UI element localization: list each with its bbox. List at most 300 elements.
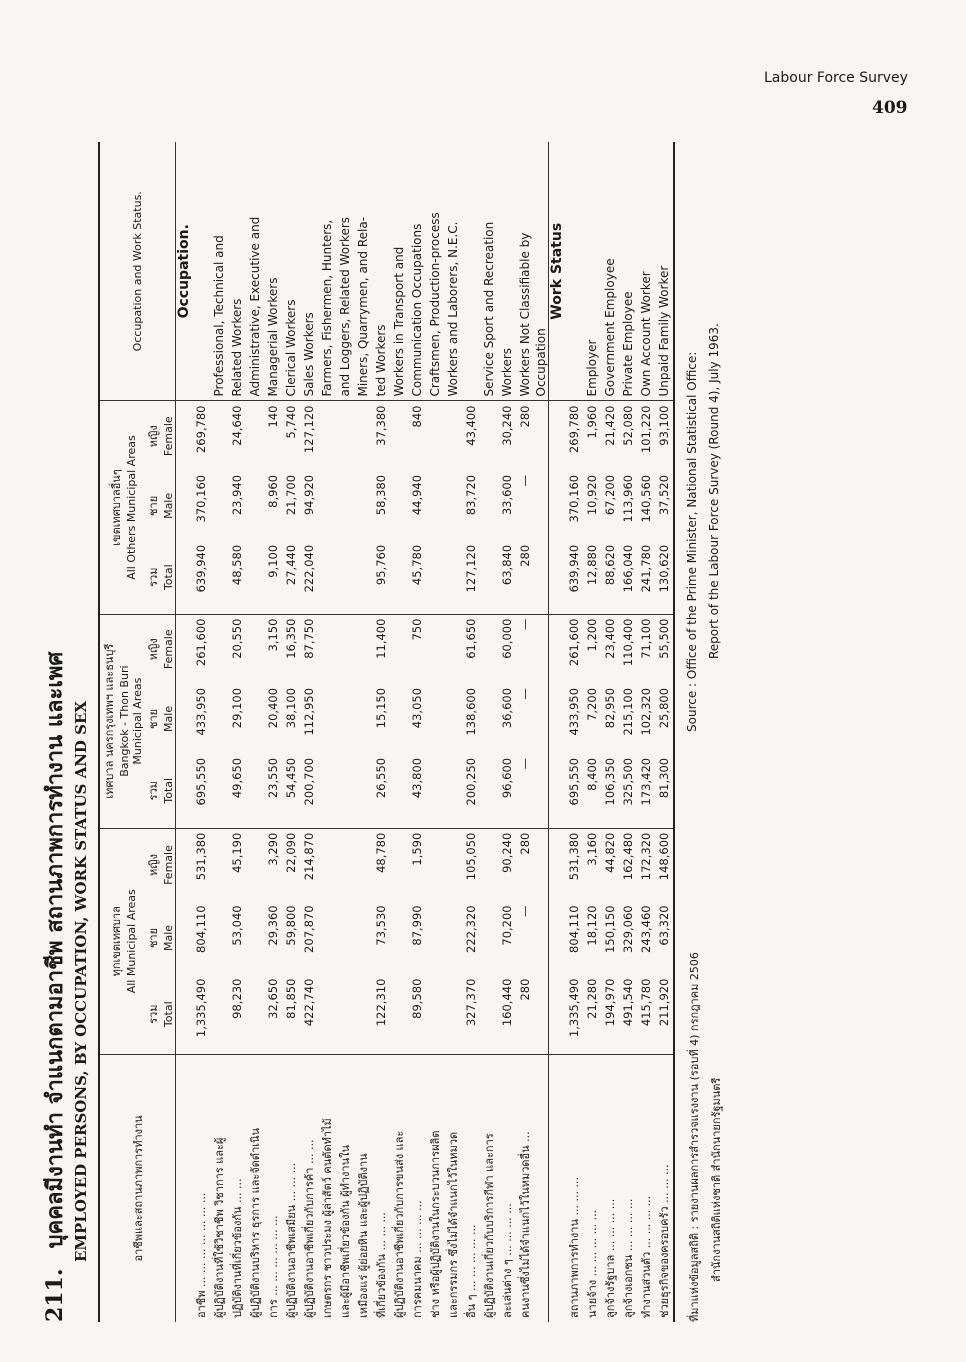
value-cell xyxy=(480,401,498,471)
row-label-english: Own Account Worker xyxy=(637,142,655,401)
row-label-thai: การคมนาคม ... ... ... ... xyxy=(411,1200,424,1318)
value-cell: 27,440 xyxy=(282,541,300,614)
value-cell xyxy=(246,828,264,901)
value-cell: 96,600 xyxy=(498,754,516,828)
value-cell: — xyxy=(518,618,532,631)
value-cell: 36,600 xyxy=(500,687,514,729)
table-row xyxy=(480,142,498,1322)
value-cell: 58,380 xyxy=(374,474,388,516)
value-cell: 695,550 xyxy=(565,754,583,828)
subheader-total-english: Total xyxy=(162,975,176,1055)
subheader-female-thai: หญิง xyxy=(147,854,160,877)
row-label-english: Workers and Laborers, N.E.C. xyxy=(444,142,462,401)
value-cell: 222,320 xyxy=(464,905,478,953)
row-label-english: Workers Not Classifiable by xyxy=(516,142,534,401)
row-label-thai: ช่วยธุรกิจของครอบครัว ... ... ... xyxy=(658,1164,671,1318)
subheader-male-thai: ชาย xyxy=(147,495,160,516)
value-cell: 24,640 xyxy=(230,405,244,446)
value-cell xyxy=(246,614,264,684)
value-cell xyxy=(426,754,444,828)
value-cell xyxy=(390,684,408,754)
table-row xyxy=(534,142,549,1322)
value-cell: 43,050 xyxy=(410,687,424,729)
value-cell: 45,190 xyxy=(230,832,244,873)
value-cell xyxy=(534,614,549,684)
value-cell xyxy=(444,401,462,471)
table-row xyxy=(228,142,246,1322)
value-cell: — xyxy=(516,754,534,828)
table-row xyxy=(336,142,354,1322)
value-cell: 25,800 xyxy=(657,687,671,729)
value-cell xyxy=(336,754,354,828)
value-cell: 140 xyxy=(266,405,280,428)
value-cell: 63,840 xyxy=(498,541,516,614)
table-row xyxy=(408,142,426,1322)
value-cell: 43,400 xyxy=(464,405,478,446)
value-cell: 21,420 xyxy=(603,405,617,446)
value-cell xyxy=(336,541,354,614)
page-number: 409 xyxy=(872,98,908,118)
value-cell: 21,700 xyxy=(284,474,298,516)
value-cell: 7,200 xyxy=(585,687,599,721)
empty-cell xyxy=(176,975,193,1055)
empty-cell xyxy=(549,901,566,974)
value-cell xyxy=(444,975,462,1055)
title-thai-text: บุคคลมีงานทำ จำแนกตามอาชีพ สถานภาพการทำงาน และเพศ xyxy=(42,651,68,1249)
value-cell: 280 xyxy=(516,541,534,614)
value-cell: 1,200 xyxy=(585,618,599,652)
value-cell xyxy=(318,401,336,471)
value-cell xyxy=(354,401,372,471)
stub-header-thai: อาชีพและสถานภาพการทำงาน xyxy=(131,1115,145,1262)
row-label-english: Workers xyxy=(498,142,516,401)
table-row xyxy=(516,142,534,1322)
value-cell: 150,150 xyxy=(603,905,617,953)
value-cell: 127,120 xyxy=(302,405,316,454)
row-label-english xyxy=(462,142,480,401)
value-cell: 280 xyxy=(518,405,532,428)
subheader-male-thai: ชาย xyxy=(147,708,160,729)
row-label-english: Service Sport and Recreation xyxy=(480,142,498,401)
table-row xyxy=(462,142,480,1322)
row-label-english xyxy=(192,142,210,401)
value-cell: 48,580 xyxy=(228,541,246,614)
row-label-english xyxy=(565,142,583,401)
value-cell xyxy=(444,901,462,974)
value-cell: 90,240 xyxy=(500,832,514,873)
value-cell: 48,780 xyxy=(374,832,388,873)
value-cell: 94,920 xyxy=(302,474,316,516)
value-cell: 81,300 xyxy=(655,754,674,828)
value-cell: 200,250 xyxy=(462,754,480,828)
table-number: 211. xyxy=(42,1268,68,1322)
value-cell: 15,150 xyxy=(374,687,388,729)
value-cell: 370,160 xyxy=(194,474,208,523)
value-cell xyxy=(246,901,264,974)
value-cell: 38,100 xyxy=(284,687,298,729)
value-cell xyxy=(336,614,354,684)
rotated-table-page xyxy=(40,132,890,1322)
value-cell: 30,240 xyxy=(500,405,514,446)
value-cell: 73,530 xyxy=(374,905,388,946)
value-cell xyxy=(354,684,372,754)
value-cell: 122,310 xyxy=(372,975,390,1055)
value-cell: 101,220 xyxy=(639,405,653,454)
value-cell xyxy=(210,684,228,754)
value-cell: 241,780 xyxy=(637,541,655,614)
value-cell: 105,050 xyxy=(464,832,478,881)
value-cell: 44,820 xyxy=(603,832,617,873)
value-cell: 23,400 xyxy=(603,618,617,659)
value-cell: 215,100 xyxy=(621,687,635,736)
value-cell xyxy=(390,975,408,1055)
value-cell xyxy=(426,684,444,754)
value-cell: 32,650 xyxy=(264,975,282,1055)
value-cell xyxy=(426,901,444,974)
value-cell: 60,000 xyxy=(500,618,514,659)
row-label-thai: และผู้มีอาชีพเกี่ยวข้องกัน ผู้ทำงานใน xyxy=(339,1145,352,1318)
source-note xyxy=(685,132,735,1322)
row-label-thai: ผู้ปฏิบัติงานอาชีพเกี่ยวกับการค้า ... ... xyxy=(303,1139,316,1318)
value-cell: 531,380 xyxy=(194,832,208,881)
value-cell xyxy=(444,828,462,901)
empty-cell xyxy=(549,754,566,828)
value-cell: 1,590 xyxy=(410,832,424,866)
subheader-female-english: Female xyxy=(162,828,176,901)
value-cell: 3,290 xyxy=(266,832,280,866)
value-cell xyxy=(354,828,372,901)
group2-thai: เทศบาล นครกรุงเทพฯ และธนบุรี xyxy=(103,643,116,799)
value-cell: 10,920 xyxy=(585,474,599,516)
value-cell: 29,100 xyxy=(230,687,244,729)
value-cell xyxy=(426,614,444,684)
value-cell: 49,650 xyxy=(228,754,246,828)
row-label-thai: อาชีพ ... ... ... ... ... ... ... xyxy=(195,1192,208,1318)
value-cell: 1,335,490 xyxy=(565,975,583,1055)
value-cell xyxy=(336,684,354,754)
value-cell xyxy=(318,901,336,974)
table-row xyxy=(354,142,372,1322)
value-cell: 44,940 xyxy=(410,474,424,516)
value-cell xyxy=(210,541,228,614)
value-cell: 222,040 xyxy=(300,541,318,614)
empty-cell xyxy=(176,684,193,754)
empty-cell xyxy=(549,401,566,471)
value-cell xyxy=(480,901,498,974)
row-label-thai: ทำงานส่วนตัว ... ... ... ... xyxy=(640,1195,653,1318)
value-cell: 43,800 xyxy=(408,754,426,828)
value-cell: 173,420 xyxy=(637,754,655,828)
value-cell: 127,120 xyxy=(462,541,480,614)
value-cell xyxy=(246,541,264,614)
value-cell: 22,090 xyxy=(284,832,298,873)
value-cell xyxy=(354,754,372,828)
empty-cell xyxy=(549,684,566,754)
value-cell: 59,800 xyxy=(284,905,298,946)
row-label-thai: ปฏิบัติงานที่เกี่ยวข้องกัน ... ... xyxy=(231,1178,244,1318)
value-cell xyxy=(318,975,336,1055)
value-cell xyxy=(480,541,498,614)
section-occupation xyxy=(176,142,193,1322)
empty-cell xyxy=(176,754,193,828)
table-row xyxy=(444,142,462,1322)
row-label-english: Miners, Quarrymen, and Rela- xyxy=(354,142,372,401)
value-cell: 1,335,490 xyxy=(192,975,210,1055)
empty-cell xyxy=(176,471,193,541)
value-cell: 67,200 xyxy=(603,474,617,516)
value-cell xyxy=(354,471,372,541)
value-cell xyxy=(318,471,336,541)
value-cell: 23,940 xyxy=(230,474,244,516)
section-status xyxy=(549,142,566,1322)
value-cell: 207,870 xyxy=(302,905,316,953)
row-label-english: ted Workers xyxy=(372,142,390,401)
value-cell xyxy=(354,541,372,614)
source-thai-1: ที่มาแห่งข้อมูลสถิติ : รายงานผลการสำรวจแรงงาน (รอบที่ 4) กรกฎาคม 2506 xyxy=(688,952,701,1322)
empty-cell xyxy=(176,1054,193,1322)
value-cell xyxy=(480,975,498,1055)
value-cell: 280 xyxy=(516,975,534,1055)
value-cell xyxy=(354,614,372,684)
source-thai-2: สำนักงานสถิติแห่งชาติ สำนักนายกรัฐมนตรี xyxy=(710,1077,723,1282)
empty-cell xyxy=(176,828,193,901)
row-label-english: Workers in Transport and xyxy=(390,142,408,401)
row-label-thai: ผู้ปฏิบัติงานอาชีพเสมียน ... ... ... xyxy=(285,1162,298,1318)
table-row xyxy=(498,142,516,1322)
value-cell: 138,600 xyxy=(464,687,478,736)
value-cell xyxy=(246,401,264,471)
value-cell xyxy=(354,901,372,974)
table-row xyxy=(282,142,300,1322)
value-cell xyxy=(534,471,549,541)
value-cell: 327,370 xyxy=(462,975,480,1055)
table-title-thai xyxy=(40,132,70,1322)
row-label-thai: การ ... ... ... ... ... ... xyxy=(267,1215,280,1318)
value-cell xyxy=(390,541,408,614)
value-cell: 70,200 xyxy=(500,905,514,946)
value-cell xyxy=(534,684,549,754)
group-bangkok-thonburi xyxy=(99,614,144,828)
empty-cell xyxy=(549,1054,566,1322)
value-cell xyxy=(354,975,372,1055)
row-label-english: Government Employee xyxy=(601,142,619,401)
table-row xyxy=(655,142,674,1322)
value-cell: 20,400 xyxy=(266,687,280,729)
row-label-thai: นายจ้าง ... ... ... ... ... xyxy=(586,1209,599,1318)
table-row xyxy=(583,142,601,1322)
empty-cell xyxy=(549,614,566,684)
value-cell xyxy=(426,975,444,1055)
value-cell: 433,950 xyxy=(194,687,208,736)
subheader-total-english: Total xyxy=(162,541,176,614)
value-cell xyxy=(390,754,408,828)
value-cell: 280 xyxy=(518,832,532,855)
value-cell: 750 xyxy=(410,618,424,641)
employment-table xyxy=(98,142,675,1322)
value-cell: 5,740 xyxy=(284,405,298,439)
value-cell xyxy=(210,901,228,974)
value-cell: 95,760 xyxy=(372,541,390,614)
subheader-total-english: Total xyxy=(162,754,176,828)
value-cell xyxy=(210,401,228,471)
value-cell: — xyxy=(518,905,532,917)
table-row xyxy=(619,142,637,1322)
row-label-thai: ผู้ปฏิบัติงานบริหาร ธุรการ และจัดดำเนิน xyxy=(249,1127,262,1318)
value-cell: 162,480 xyxy=(621,832,635,881)
table-row xyxy=(601,142,619,1322)
value-cell xyxy=(534,975,549,1055)
table-row xyxy=(264,142,282,1322)
value-cell: 261,600 xyxy=(567,618,581,667)
row-label-english: Sales Workers xyxy=(300,142,318,401)
row-label-thai: ลูกจ้างรัฐบาล ... ... ... ... xyxy=(604,1198,617,1318)
value-cell xyxy=(318,828,336,901)
value-cell xyxy=(426,541,444,614)
row-label-english: Professional, Technical and xyxy=(210,142,228,401)
value-cell: 26,550 xyxy=(372,754,390,828)
subheader-total-thai: รวม xyxy=(144,975,162,1055)
value-cell: 200,700 xyxy=(300,754,318,828)
value-cell: 37,520 xyxy=(657,474,671,516)
row-label-thai: ที่เกี่ยวข้องกัน ... ... ... xyxy=(375,1212,388,1318)
value-cell xyxy=(336,901,354,974)
value-cell: 3,150 xyxy=(266,618,280,652)
value-cell: 531,380 xyxy=(567,832,581,881)
value-cell: 29,360 xyxy=(266,905,280,946)
value-cell xyxy=(426,401,444,471)
table-row xyxy=(637,142,655,1322)
value-cell xyxy=(480,754,498,828)
value-cell xyxy=(318,684,336,754)
value-cell: 52,080 xyxy=(621,405,635,446)
value-cell: 93,100 xyxy=(657,405,671,446)
value-cell: 491,540 xyxy=(619,975,637,1055)
group-all-municipal xyxy=(99,828,144,1054)
value-cell xyxy=(318,541,336,614)
row-label-thai: ลูกจ้างเอกชน ... ... ... ... xyxy=(622,1198,635,1318)
value-cell: 261,600 xyxy=(194,618,208,667)
value-cell: 804,110 xyxy=(567,905,581,953)
row-label-thai: ผู้ปฏิบัติงานอาชีพเกี่ยวกับการขนส่ง และ xyxy=(393,1130,406,1318)
value-cell: 130,620 xyxy=(655,541,674,614)
row-label-thai: ผู้ปฏิบัติงานที่ใช้วิชาชีพ วิชาการ และผู้ xyxy=(213,1137,226,1318)
value-cell: 148,600 xyxy=(657,832,671,881)
value-cell: 269,780 xyxy=(567,405,581,454)
table-row xyxy=(565,142,583,1322)
value-cell xyxy=(210,471,228,541)
value-cell: 53,040 xyxy=(230,905,244,946)
value-cell: — xyxy=(518,474,532,487)
value-cell xyxy=(444,754,462,828)
source-english-1: Source : Office of the Prime Minister, National Statistical Office: xyxy=(685,351,699,732)
value-cell xyxy=(336,975,354,1055)
value-cell: 102,320 xyxy=(639,687,653,736)
value-cell xyxy=(210,754,228,828)
value-cell xyxy=(534,401,549,471)
value-cell xyxy=(480,828,498,901)
table-row xyxy=(318,142,336,1322)
value-cell: 98,230 xyxy=(228,975,246,1055)
value-cell xyxy=(390,828,408,901)
value-cell xyxy=(390,401,408,471)
value-cell: 166,040 xyxy=(619,541,637,614)
value-cell: 422,740 xyxy=(300,975,318,1055)
value-cell xyxy=(426,828,444,901)
row-label-thai: อื่น ๆ ... ... ... ... ... xyxy=(465,1224,478,1318)
value-cell: 269,780 xyxy=(194,405,208,454)
row-label-english: Craftsmen, Production-process xyxy=(426,142,444,401)
value-cell xyxy=(444,541,462,614)
value-cell: 639,940 xyxy=(565,541,583,614)
row-label-english: Managerial Workers xyxy=(264,142,282,401)
value-cell: 433,950 xyxy=(567,687,581,736)
value-cell xyxy=(534,754,549,828)
value-cell: — xyxy=(518,687,532,700)
empty-cell xyxy=(549,828,566,901)
value-cell: 804,110 xyxy=(194,905,208,953)
value-cell xyxy=(210,614,228,684)
value-cell xyxy=(210,975,228,1055)
row-label-english: Communication Occupations xyxy=(408,142,426,401)
subheader-total-thai: รวม xyxy=(144,754,162,828)
value-cell: 140,560 xyxy=(639,474,653,523)
value-cell: 81,850 xyxy=(282,975,300,1055)
value-cell: 87,750 xyxy=(302,618,316,659)
table-row xyxy=(210,142,228,1322)
value-cell: 21,280 xyxy=(583,975,601,1055)
empty-cell xyxy=(176,541,193,614)
empty-cell xyxy=(549,541,566,614)
value-cell: 61,650 xyxy=(464,618,478,659)
value-cell: 243,460 xyxy=(639,905,653,953)
value-cell: 112,950 xyxy=(302,687,316,736)
group2-english-2: Municipal Areas xyxy=(131,677,144,765)
value-cell: 106,350 xyxy=(601,754,619,828)
value-cell xyxy=(318,614,336,684)
group1-english: All Municipal Areas xyxy=(124,889,138,994)
value-cell: 12,880 xyxy=(583,541,601,614)
value-cell: 113,960 xyxy=(621,474,635,523)
value-cell: 20,550 xyxy=(230,618,244,659)
value-cell: 18,120 xyxy=(585,905,599,946)
subheader-female-thai: หญิง xyxy=(147,425,160,448)
table-row xyxy=(300,142,318,1322)
row-label-thai xyxy=(534,1054,549,1322)
value-cell: 89,580 xyxy=(408,975,426,1055)
row-label-thai: สถานภาพการทำงาน ... ... ... xyxy=(568,1177,581,1318)
row-label-english: Private Employee xyxy=(619,142,637,401)
value-cell: 639,940 xyxy=(192,541,210,614)
value-cell: 160,440 xyxy=(498,975,516,1055)
value-cell: 110,400 xyxy=(621,618,635,667)
table-row xyxy=(372,142,390,1322)
value-cell: 54,450 xyxy=(282,754,300,828)
value-cell xyxy=(336,828,354,901)
empty-cell xyxy=(176,901,193,974)
value-cell: 87,990 xyxy=(410,905,424,946)
value-cell: 840 xyxy=(410,405,424,428)
value-cell: 55,500 xyxy=(657,618,671,659)
value-cell xyxy=(390,614,408,684)
empty-cell xyxy=(176,401,193,471)
row-label-english: Administrative, Executive and xyxy=(246,142,264,401)
table-row xyxy=(246,142,264,1322)
value-cell xyxy=(390,471,408,541)
group2-english-1: Bangkok - Thon Buri xyxy=(118,665,131,777)
subheader-male-english: Male xyxy=(162,901,176,974)
value-cell: 370,160 xyxy=(567,474,581,523)
row-label-english: Clerical Workers xyxy=(282,142,300,401)
